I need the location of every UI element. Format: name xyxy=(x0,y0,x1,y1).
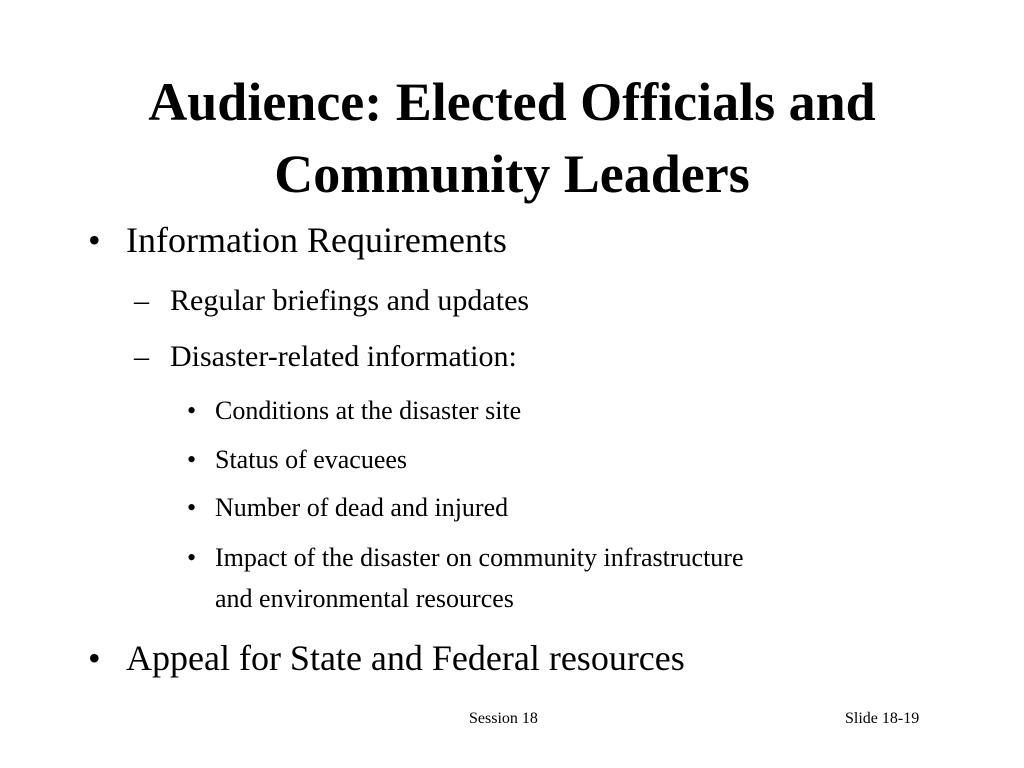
bullet-marker: • xyxy=(187,445,197,474)
footer-session: Session 18 xyxy=(469,710,538,727)
bullet-marker: • xyxy=(187,493,197,522)
bullet-marker: • xyxy=(187,543,197,572)
bullet-marker: • xyxy=(88,220,101,260)
slide-title-line-1: Audience: Elected Officials and xyxy=(148,72,876,132)
detail-conditions-at-site: Conditions at the disaster site xyxy=(215,396,522,425)
dash-marker: – xyxy=(134,340,149,373)
slide-title xyxy=(40,66,984,210)
bullet-appeal-for-resources: Appeal for State and Federal resources xyxy=(126,638,685,678)
detail-impact-on-infrastructure: Impact of the disaster on community infrastructure xyxy=(215,543,744,572)
footer-slide-number: Slide 18-19 xyxy=(845,710,920,727)
bullet-marker: • xyxy=(88,638,101,678)
detail-number-of-dead-and-injured: Number of dead and injured xyxy=(215,493,509,522)
slide-title-line-2: Community Leaders xyxy=(274,144,750,204)
bullet-information-requirements: Information Requirements xyxy=(126,220,507,260)
dash-marker: – xyxy=(134,284,149,317)
detail-impact-on-infrastructure-continued: and environmental resources xyxy=(215,584,514,613)
subitem-regular-briefings: Regular briefings and updates xyxy=(170,284,530,317)
subitem-disaster-related-information: Disaster-related information: xyxy=(170,340,517,373)
bullet-marker: • xyxy=(187,396,197,425)
detail-status-of-evacuees: Status of evacuees xyxy=(215,445,408,474)
